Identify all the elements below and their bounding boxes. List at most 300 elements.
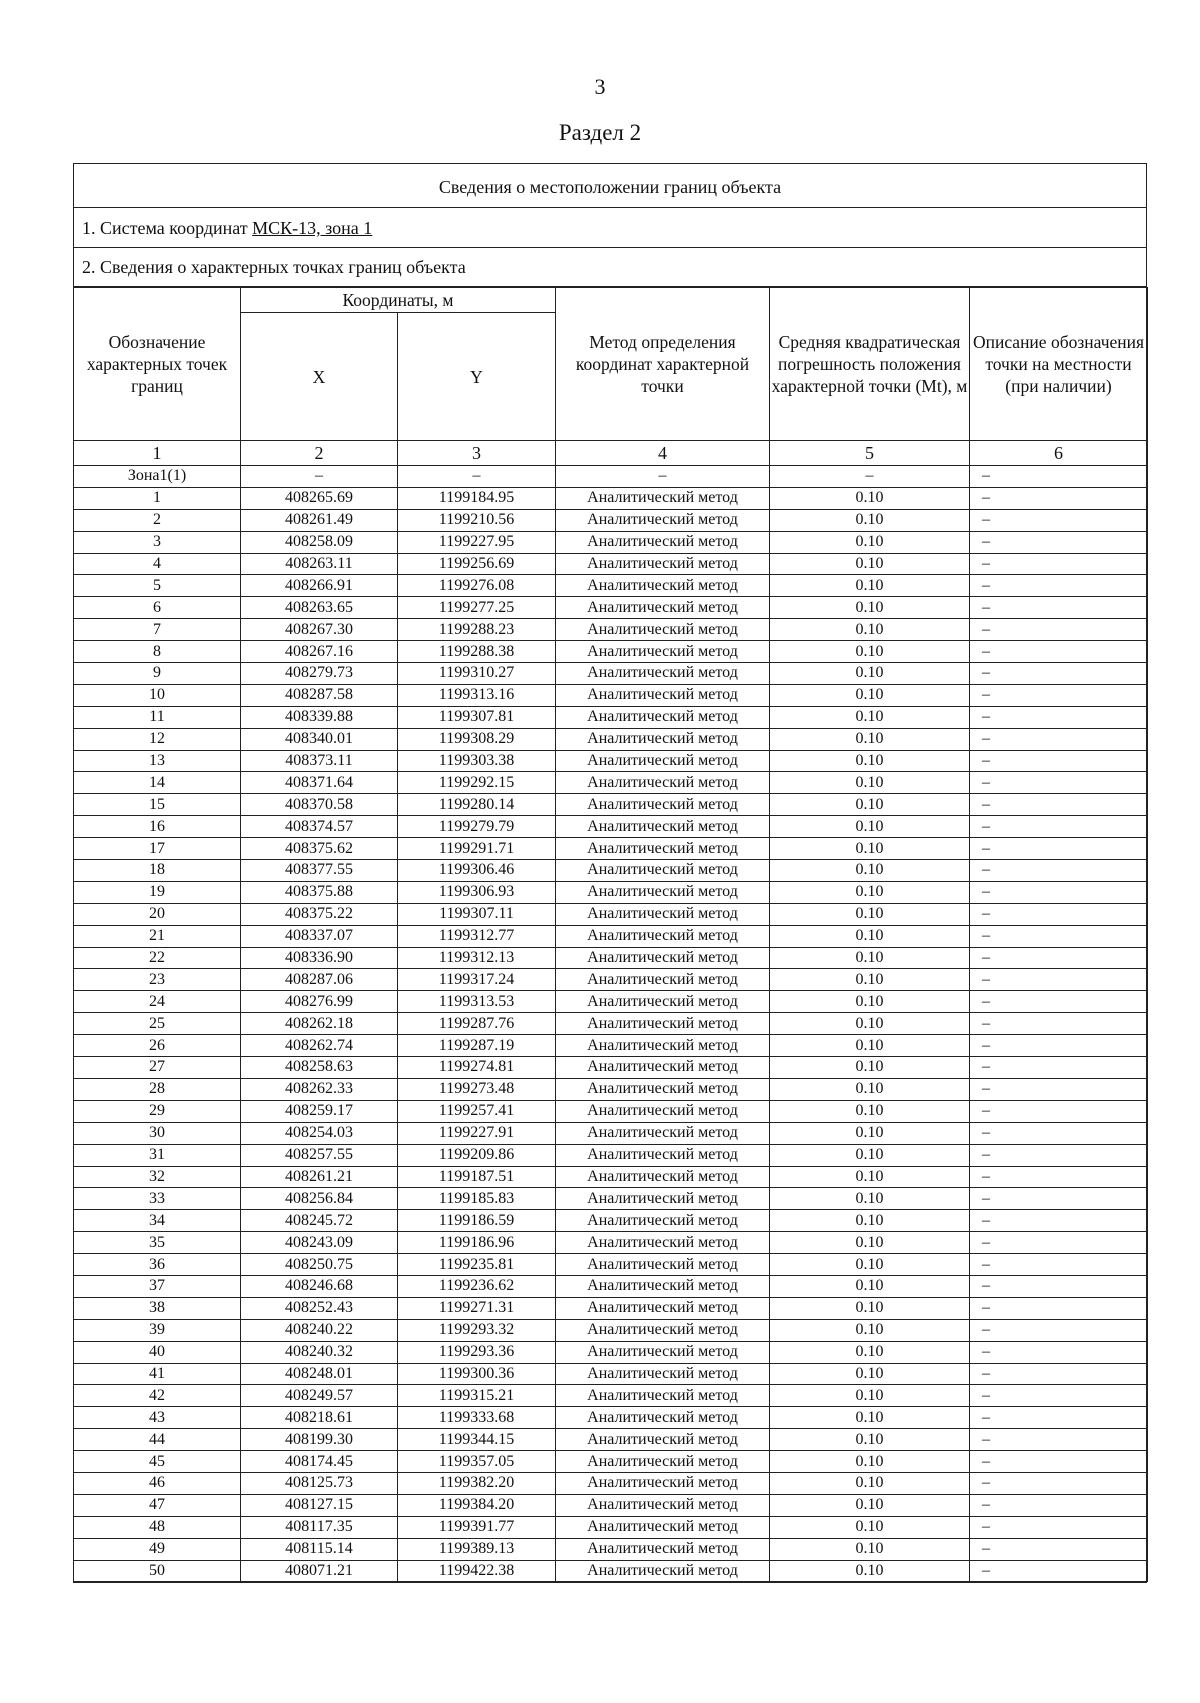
error-cell: 0.10 [770, 1407, 970, 1429]
y-cell: 1199300.36 [398, 1363, 556, 1385]
description-cell: – [970, 1429, 1148, 1451]
error-cell: 0.10 [770, 1254, 970, 1276]
y-cell: 1199303.38 [398, 750, 556, 772]
point-id-cell: 25 [74, 1013, 241, 1035]
point-id-cell: 33 [74, 1188, 241, 1210]
x-cell: 408262.74 [241, 1035, 398, 1057]
error-cell: 0.10 [770, 881, 970, 903]
x-cell: 408377.55 [241, 860, 398, 882]
point-id-cell: 16 [74, 816, 241, 838]
y-cell: 1199306.46 [398, 860, 556, 882]
error-cell: 0.10 [770, 772, 970, 794]
table-row [74, 1472, 1148, 1494]
error-cell: 0.10 [770, 903, 970, 925]
table-row [74, 1057, 1148, 1079]
zone-label: Зона1(1) [74, 466, 241, 488]
error-cell: 0.10 [770, 553, 970, 575]
point-id-cell: 29 [74, 1100, 241, 1122]
x-cell: 408340.01 [241, 728, 398, 750]
y-cell: 1199236.62 [398, 1275, 556, 1297]
method-cell: Аналитический метод [556, 509, 770, 531]
y-cell: 1199308.29 [398, 728, 556, 750]
table-row [74, 531, 1148, 553]
point-id-cell: 48 [74, 1516, 241, 1538]
table-row [74, 1363, 1148, 1385]
point-id-cell: 45 [74, 1451, 241, 1473]
x-cell: 408174.45 [241, 1451, 398, 1473]
x-cell: 408117.35 [241, 1516, 398, 1538]
x-cell: 408371.64 [241, 772, 398, 794]
method-cell: Аналитический метод [556, 1472, 770, 1494]
description-cell: – [970, 684, 1148, 706]
description-cell: – [970, 1363, 1148, 1385]
method-cell: Аналитический метод [556, 1407, 770, 1429]
y-cell: 1199288.23 [398, 619, 556, 641]
y-cell: 1199344.15 [398, 1429, 556, 1451]
error-cell: 0.10 [770, 816, 970, 838]
error-cell: 0.10 [770, 487, 970, 509]
method-cell: Аналитический метод [556, 1232, 770, 1254]
header-coordinates: Координаты, м [241, 288, 556, 313]
description-cell: – [970, 1188, 1148, 1210]
description-cell: – [970, 969, 1148, 991]
method-cell: Аналитический метод [556, 531, 770, 553]
point-id-cell: 17 [74, 838, 241, 860]
column-number: 1 [74, 441, 241, 466]
method-cell: Аналитический метод [556, 1516, 770, 1538]
y-cell: 1199187.51 [398, 1166, 556, 1188]
description-cell: – [970, 1319, 1148, 1341]
method-cell: Аналитический метод [556, 1538, 770, 1560]
description-cell: – [970, 1144, 1148, 1166]
x-cell: 408375.62 [241, 838, 398, 860]
x-cell: 408375.22 [241, 903, 398, 925]
x-cell: 408115.14 [241, 1538, 398, 1560]
method-cell: Аналитический метод [556, 1100, 770, 1122]
x-cell: 408279.73 [241, 663, 398, 685]
x-cell: 408375.88 [241, 881, 398, 903]
y-cell: 1199186.59 [398, 1210, 556, 1232]
y-cell: 1199293.32 [398, 1319, 556, 1341]
boundary-info-table-frame [73, 163, 1147, 1583]
description-cell: – [970, 641, 1148, 663]
header-x: X [241, 313, 398, 441]
points-table-body [74, 466, 1148, 1582]
point-id-cell: 5 [74, 575, 241, 597]
point-id-cell: 18 [74, 860, 241, 882]
x-cell: 408218.61 [241, 1407, 398, 1429]
description-cell: – [970, 597, 1148, 619]
table-row [74, 1254, 1148, 1276]
error-cell: 0.10 [770, 1429, 970, 1451]
point-id-cell: 39 [74, 1319, 241, 1341]
x-cell: 408248.01 [241, 1363, 398, 1385]
x-cell: 408249.57 [241, 1385, 398, 1407]
y-cell: 1199422.38 [398, 1560, 556, 1582]
point-id-cell: 13 [74, 750, 241, 772]
y-cell: 1199333.68 [398, 1407, 556, 1429]
point-id-cell: 40 [74, 1341, 241, 1363]
y-cell: 1199277.25 [398, 597, 556, 619]
point-id-cell: 47 [74, 1494, 241, 1516]
table-row [74, 1451, 1148, 1473]
y-cell: 1199210.56 [398, 509, 556, 531]
points-heading: 2. Сведения о характерных точках границ объекта [74, 248, 1146, 287]
method-cell: Аналитический метод [556, 1341, 770, 1363]
point-id-cell: 38 [74, 1297, 241, 1319]
table-row [74, 1144, 1148, 1166]
x-cell: 408257.55 [241, 1144, 398, 1166]
table-row [74, 860, 1148, 882]
x-cell: 408266.91 [241, 575, 398, 597]
description-cell: – [970, 1451, 1148, 1473]
table-row [74, 1429, 1148, 1451]
description-cell: – [970, 1407, 1148, 1429]
point-id-cell: 37 [74, 1275, 241, 1297]
column-number: 6 [970, 441, 1148, 466]
point-id-cell: 36 [74, 1254, 241, 1276]
y-cell: 1199279.79 [398, 816, 556, 838]
method-cell: Аналитический метод [556, 794, 770, 816]
y-cell: 1199274.81 [398, 1057, 556, 1079]
table-row [74, 1319, 1148, 1341]
description-cell: – [970, 1035, 1148, 1057]
x-cell: 408267.30 [241, 619, 398, 641]
method-cell: Аналитический метод [556, 969, 770, 991]
method-cell: Аналитический метод [556, 575, 770, 597]
description-cell: – [970, 1275, 1148, 1297]
table-row [74, 991, 1148, 1013]
table-row [74, 1210, 1148, 1232]
method-cell: Аналитический метод [556, 1188, 770, 1210]
x-cell: 408125.73 [241, 1472, 398, 1494]
point-id-cell: 21 [74, 925, 241, 947]
description-cell: – [970, 1078, 1148, 1100]
point-id-cell: 14 [74, 772, 241, 794]
table-row [74, 728, 1148, 750]
x-cell: 408254.03 [241, 1122, 398, 1144]
point-id-cell: 34 [74, 1210, 241, 1232]
error-cell: 0.10 [770, 575, 970, 597]
column-number: 5 [770, 441, 970, 466]
y-cell: 1199293.36 [398, 1341, 556, 1363]
error-cell: 0.10 [770, 641, 970, 663]
table-row [74, 597, 1148, 619]
method-cell: Аналитический метод [556, 728, 770, 750]
x-cell: 408263.11 [241, 553, 398, 575]
error-cell: 0.10 [770, 1385, 970, 1407]
method-cell: Аналитический метод [556, 597, 770, 619]
description-cell: – [970, 1100, 1148, 1122]
point-id-cell: 15 [74, 794, 241, 816]
error-cell: 0.10 [770, 1100, 970, 1122]
method-cell: Аналитический метод [556, 991, 770, 1013]
method-cell: Аналитический метод [556, 1078, 770, 1100]
point-id-cell: 44 [74, 1429, 241, 1451]
point-id-cell: 26 [74, 1035, 241, 1057]
point-id-cell: 4 [74, 553, 241, 575]
x-cell: 408240.22 [241, 1319, 398, 1341]
y-cell: 1199273.48 [398, 1078, 556, 1100]
method-cell: Аналитический метод [556, 881, 770, 903]
point-id-cell: 27 [74, 1057, 241, 1079]
method-cell: Аналитический метод [556, 860, 770, 882]
x-cell: 408258.09 [241, 531, 398, 553]
y-cell: 1199235.81 [398, 1254, 556, 1276]
description-cell: – [970, 1341, 1148, 1363]
column-number: 3 [398, 441, 556, 466]
method-cell: Аналитический метод [556, 1429, 770, 1451]
table-row [74, 1538, 1148, 1560]
y-cell: 1199287.19 [398, 1035, 556, 1057]
error-cell: 0.10 [770, 860, 970, 882]
error-cell: 0.10 [770, 1035, 970, 1057]
table-title: Сведения о местоположении границ объекта [74, 164, 1146, 208]
x-cell: 408258.63 [241, 1057, 398, 1079]
table-row [74, 794, 1148, 816]
table-row [74, 509, 1148, 531]
header-y: Y [398, 313, 556, 441]
coordinate-system-value: МСК-13, зона 1 [252, 218, 373, 238]
x-cell: 408336.90 [241, 947, 398, 969]
point-id-cell: 22 [74, 947, 241, 969]
header-error-text: Средняя квадратическая погрешность положения характерной точки (Mt), м [771, 332, 968, 396]
x-cell: 408127.15 [241, 1494, 398, 1516]
point-id-cell: 1 [74, 487, 241, 509]
method-cell: Аналитический метод [556, 772, 770, 794]
table-row [74, 903, 1148, 925]
method-cell: Аналитический метод [556, 706, 770, 728]
method-cell: Аналитический метод [556, 925, 770, 947]
y-cell: 1199227.91 [398, 1122, 556, 1144]
error-cell: 0.10 [770, 1451, 970, 1473]
table-row [74, 1560, 1148, 1582]
y-cell: 1199310.27 [398, 663, 556, 685]
error-cell: 0.10 [770, 663, 970, 685]
error-cell: 0.10 [770, 750, 970, 772]
table-row [74, 575, 1148, 597]
point-id-cell: 11 [74, 706, 241, 728]
description-cell: – [970, 991, 1148, 1013]
error-cell: 0.10 [770, 531, 970, 553]
y-cell: 1199307.11 [398, 903, 556, 925]
table-row [74, 925, 1148, 947]
error-cell: 0.10 [770, 1122, 970, 1144]
zone-cell: – [770, 466, 970, 488]
y-cell: 1199312.13 [398, 947, 556, 969]
description-cell: – [970, 1538, 1148, 1560]
description-cell: – [970, 531, 1148, 553]
y-cell: 1199257.41 [398, 1100, 556, 1122]
error-cell: 0.10 [770, 728, 970, 750]
y-cell: 1199313.53 [398, 991, 556, 1013]
point-id-cell: 43 [74, 1407, 241, 1429]
description-cell: – [970, 706, 1148, 728]
method-cell: Аналитический метод [556, 750, 770, 772]
error-cell: 0.10 [770, 838, 970, 860]
zone-cell: – [556, 466, 770, 488]
error-cell: 0.10 [770, 1275, 970, 1297]
error-cell: 0.10 [770, 925, 970, 947]
method-cell: Аналитический метод [556, 1363, 770, 1385]
x-cell: 408267.16 [241, 641, 398, 663]
description-cell: – [970, 838, 1148, 860]
error-cell: 0.10 [770, 1232, 970, 1254]
method-cell: Аналитический метод [556, 1451, 770, 1473]
x-cell: 408337.07 [241, 925, 398, 947]
header-description: Описание обозначения точки на местности (при наличии) [970, 288, 1148, 441]
x-cell: 408287.58 [241, 684, 398, 706]
description-cell: – [970, 1210, 1148, 1232]
method-cell: Аналитический метод [556, 838, 770, 860]
method-cell: Аналитический метод [556, 1144, 770, 1166]
header-designation: Обозначение характерных точек границ [74, 288, 241, 441]
y-cell: 1199287.76 [398, 1013, 556, 1035]
table-row [74, 1188, 1148, 1210]
description-cell: – [970, 816, 1148, 838]
point-id-cell: 23 [74, 969, 241, 991]
description-cell: – [970, 728, 1148, 750]
description-cell: – [970, 553, 1148, 575]
y-cell: 1199271.31 [398, 1297, 556, 1319]
method-cell: Аналитический метод [556, 1385, 770, 1407]
x-cell: 408199.30 [241, 1429, 398, 1451]
description-cell: – [970, 881, 1148, 903]
x-cell: 408374.57 [241, 816, 398, 838]
table-row [74, 1494, 1148, 1516]
point-id-cell: 19 [74, 881, 241, 903]
description-cell: – [970, 487, 1148, 509]
point-id-cell: 28 [74, 1078, 241, 1100]
method-cell: Аналитический метод [556, 947, 770, 969]
error-cell: 0.10 [770, 1013, 970, 1035]
x-cell: 408287.06 [241, 969, 398, 991]
header-error [770, 288, 970, 441]
y-cell: 1199315.21 [398, 1385, 556, 1407]
error-cell: 0.10 [770, 1078, 970, 1100]
table-row [74, 1035, 1148, 1057]
error-cell: 0.10 [770, 1297, 970, 1319]
point-id-cell: 50 [74, 1560, 241, 1582]
column-number: 4 [556, 441, 770, 466]
point-id-cell: 46 [74, 1472, 241, 1494]
error-cell: 0.10 [770, 794, 970, 816]
method-cell: Аналитический метод [556, 816, 770, 838]
error-cell: 0.10 [770, 969, 970, 991]
error-cell: 0.10 [770, 947, 970, 969]
method-cell: Аналитический метод [556, 1210, 770, 1232]
description-cell: – [970, 663, 1148, 685]
error-cell: 0.10 [770, 1560, 970, 1582]
table-row [74, 1122, 1148, 1144]
table-row [74, 1341, 1148, 1363]
error-cell: 0.10 [770, 1494, 970, 1516]
x-cell: 408261.49 [241, 509, 398, 531]
table-row [74, 969, 1148, 991]
zone-cell: – [970, 466, 1148, 488]
table-row [74, 838, 1148, 860]
points-table [73, 287, 1148, 1582]
method-cell: Аналитический метод [556, 1560, 770, 1582]
x-cell: 408262.33 [241, 1078, 398, 1100]
description-cell: – [970, 575, 1148, 597]
y-cell: 1199276.08 [398, 575, 556, 597]
y-cell: 1199313.16 [398, 684, 556, 706]
table-row [74, 1297, 1148, 1319]
method-cell: Аналитический метод [556, 641, 770, 663]
method-cell: Аналитический метод [556, 1494, 770, 1516]
method-cell: Аналитический метод [556, 684, 770, 706]
x-cell: 408262.18 [241, 1013, 398, 1035]
x-cell: 408261.21 [241, 1166, 398, 1188]
x-cell: 408245.72 [241, 1210, 398, 1232]
error-cell: 0.10 [770, 597, 970, 619]
column-number: 2 [241, 441, 398, 466]
method-cell: Аналитический метод [556, 1035, 770, 1057]
error-cell: 0.10 [770, 991, 970, 1013]
description-cell: – [970, 925, 1148, 947]
error-cell: 0.10 [770, 1341, 970, 1363]
error-cell: 0.10 [770, 1363, 970, 1385]
error-cell: 0.10 [770, 684, 970, 706]
x-cell: 408263.65 [241, 597, 398, 619]
coordinate-system-label: 1. Система координат [82, 218, 253, 238]
section-title: Раздел 2 [558, 120, 642, 145]
x-cell: 408265.69 [241, 487, 398, 509]
table-row [74, 1078, 1148, 1100]
table-row [74, 663, 1148, 685]
method-cell: Аналитический метод [556, 619, 770, 641]
y-cell: 1199288.38 [398, 641, 556, 663]
description-cell: – [970, 750, 1148, 772]
y-cell: 1199306.93 [398, 881, 556, 903]
description-cell: – [970, 509, 1148, 531]
method-cell: Аналитический метод [556, 553, 770, 575]
description-cell: – [970, 1560, 1148, 1582]
table-row [74, 1232, 1148, 1254]
description-cell: – [970, 860, 1148, 882]
table-row [74, 1385, 1148, 1407]
method-cell: Аналитический метод [556, 1057, 770, 1079]
point-id-cell: 2 [74, 509, 241, 531]
point-id-cell: 8 [74, 641, 241, 663]
y-cell: 1199292.15 [398, 772, 556, 794]
point-id-cell: 35 [74, 1232, 241, 1254]
point-id-cell: 9 [74, 663, 241, 685]
description-cell: – [970, 619, 1148, 641]
x-cell: 408256.84 [241, 1188, 398, 1210]
table-row [74, 1407, 1148, 1429]
error-cell: 0.10 [770, 1166, 970, 1188]
y-cell: 1199291.71 [398, 838, 556, 860]
y-cell: 1199256.69 [398, 553, 556, 575]
y-cell: 1199312.77 [398, 925, 556, 947]
error-cell: 0.10 [770, 1057, 970, 1079]
method-cell: Аналитический метод [556, 1319, 770, 1341]
x-cell: 408243.09 [241, 1232, 398, 1254]
table-row [74, 684, 1148, 706]
page-number: 3 [594, 74, 606, 99]
method-cell: Аналитический метод [556, 663, 770, 685]
point-id-cell: 42 [74, 1385, 241, 1407]
table-row [74, 772, 1148, 794]
y-cell: 1199357.05 [398, 1451, 556, 1473]
y-cell: 1199382.20 [398, 1472, 556, 1494]
error-cell: 0.10 [770, 1210, 970, 1232]
x-cell: 408240.32 [241, 1341, 398, 1363]
method-cell: Аналитический метод [556, 1254, 770, 1276]
point-id-cell: 7 [74, 619, 241, 641]
